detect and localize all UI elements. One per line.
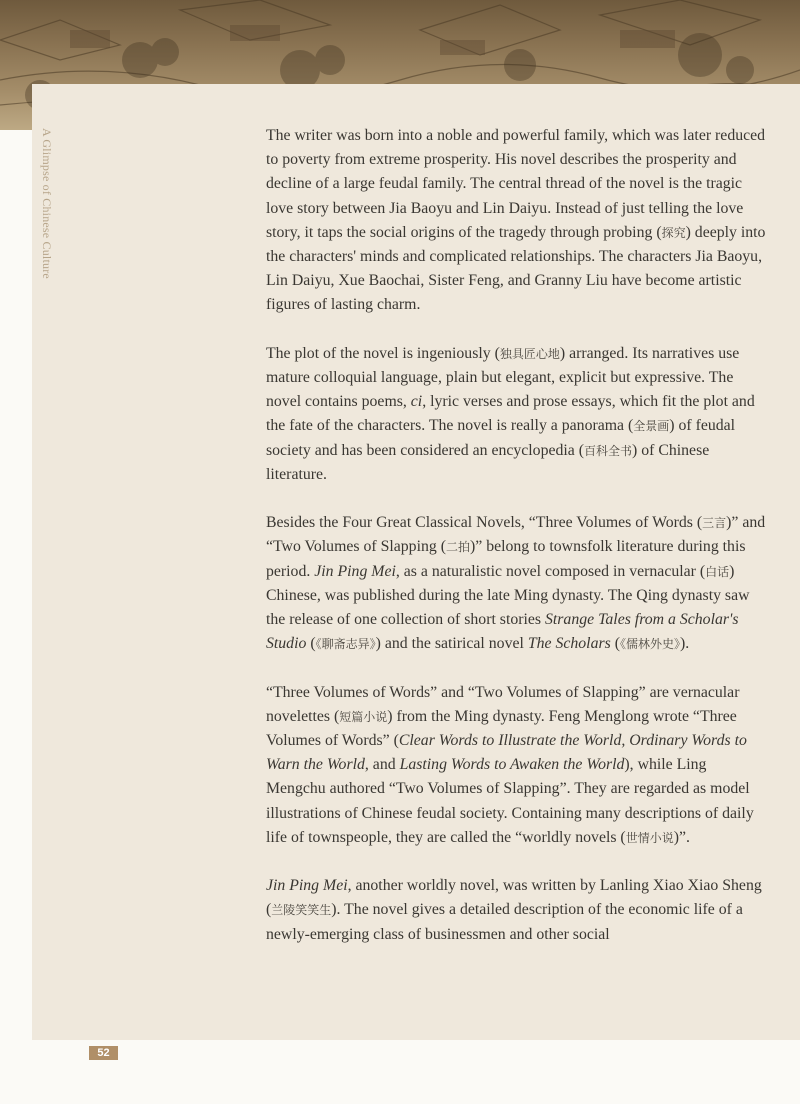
main-text: [266, 124, 766, 971]
paragraph-2: The plot of the novel is ingeniously (独具匠心地) arranged. Its narratives use mature colloquial language, plain but elegant, explicit but expressive. The novel contains poems, ci, lyric verses and prose essays, which fit the plot and the fate of the characters. The novel is really a panorama (全景画) of feudal society and has been considered an encyclopedia (百科全书) of Chinese literature.: [266, 344, 755, 483]
paragraph-5: Jin Ping Mei, another worldly novel, was written by Lanling Xiao Xiao Sheng (兰陵笑笑生). The novel gives a detailed description of the economic life of a newly-emerging class of businessmen and other social: [266, 877, 762, 943]
paragraph-3: Besides the Four Great Classical Novels, “Three Volumes of Words (三言)” and “Two Volumes of Slapping (二拍)” belong to townsfolk literature during this period. Jin Ping Mei, as a naturalistic novel composed in vernacular (白话) Chinese, was published during the late Ming dynasty. The Qing dynasty saw the release of one collection of short stories Strange Tales from a Scholar's Studio (《聊斋志异》) and the satirical novel The Scholars (《儒林外史》).: [266, 514, 766, 653]
page-number: 52: [89, 1046, 118, 1060]
running-title: A Glimpse of Chinese Culture: [40, 128, 54, 279]
paragraph-4: “Three Volumes of Words” and “Two Volumes of Slapping” are vernacular novelettes (短篇小说) from the Ming dynasty. Feng Menglong wrote “Three Volumes of Words” (Clear Words to Illustrate the World, Ordinary Words to Warn the World, and Lasting Words to Awaken the World), while Ling Mengchu authored “Two Volumes of Slapping”. They are regarded as model illustrations of Chinese feudal society. Containing many descriptions of daily life of townspeople, they are called the “worldly novels (世情小说)”.: [266, 683, 754, 846]
paragraph-1: The writer was born into a noble and powerful family, which was later reduced to poverty from extreme prosperity. His novel describes the prosperity and decline of a large feudal family. The central thread of the novel is the tragic love story between Jia Baoyu and Lin Daiyu. Instead of just telling the love story, it taps the social origins of the tragedy through probing (探究) deeply into the characters' minds and complicated relationships. The characters Jia Baoyu, Lin Daiyu, Xue Baochai, Sister Feng, and Granny Liu have become artistic figures of lasting charm.: [266, 127, 766, 314]
